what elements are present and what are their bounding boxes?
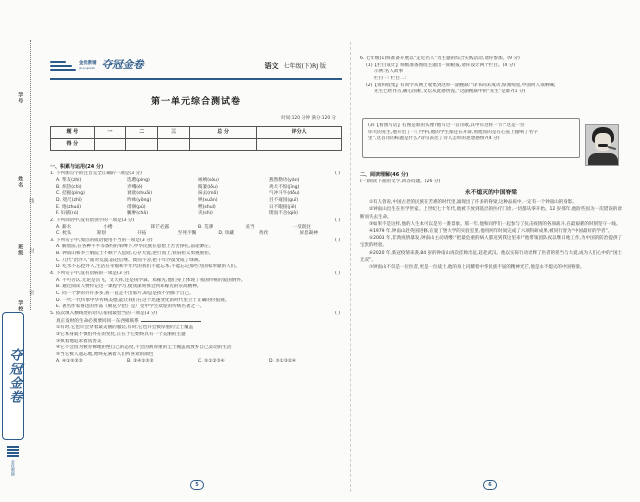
spine-brand-text: 夺冠金卷: [6, 348, 22, 404]
question-5-sentence: ⑤当它被人遗忘地,始终充满着人们所喜欢的颜色: [56, 351, 154, 357]
binding-label-name: 姓名: [17, 176, 24, 188]
publisher-name-pinyin: jinyoujiaofu: [79, 65, 96, 70]
question-6-answer-line[interactable]: 栏目一: 栏目二:: [374, 75, 407, 81]
question-6-stem: 6. 七年级(1)班准备开展以“走近名人”为主题的综合实践活动,请你参加。(9 分): [360, 56, 520, 61]
section-2: [360, 172, 622, 271]
score-table-cell: 总 分: [189, 127, 256, 139]
score-entry-cell[interactable]: [257, 139, 342, 151]
question-1-stem: 1. 下列加点字的注音完全正确的一项是(3 分) ( ): [50, 171, 340, 177]
section-1-title: 一、积累与运用(24 分): [50, 164, 104, 170]
question-6-item: (2)【资料收集】有同学从网上收集到这样一副挽联:“译书尚未成功,惊闻殒星,中国何人领呐喊;: [366, 82, 556, 88]
exam-meta: 时间:120 分钟 满分:120 分: [281, 116, 336, 121]
section-2-subtitle: (一)阅读下面的文字,回答问题。(26 分): [360, 179, 441, 185]
question-1-option-row: C. 拮据(pìng) 衰欲(shuāi) 抹去(mǒ) 气冲斗牛(dǒu): [56, 191, 300, 197]
brand-title: 夺冠金卷: [101, 59, 144, 72]
score-table-cell: 一: [94, 127, 126, 139]
portrait-image: [585, 124, 619, 166]
publisher-name: 金优教辅: [79, 61, 97, 67]
question-4-option: B. 通过阅读人物传记这一课程学习,使我深刻体会到邓稼先的崇高精神。: [56, 284, 202, 290]
question-3-option: D. 吃水不忘挖井人,生活在幸福和平年代的我们不能忘本,不能忘记那些为国家奉献的人们。: [56, 264, 240, 270]
score-table: [50, 126, 342, 151]
question-6-item: (1)【栏目设计】班级准备围绕主题出一期板报,请你设计两个栏目。(4 分): [366, 62, 516, 68]
score-table-cell: 题 号: [51, 127, 95, 139]
question-4-option: A. 不可否认,无论是岳飞、文天祥,还是钱学森、邓稼先,他们身上体现了我国传统的爱国情怀。: [56, 277, 246, 283]
question-4-option: C. 同一个梦的许许多多,我一直走不出那片,却总是找不到那个自己。: [56, 291, 194, 297]
question-3-stem: 3. 下列句子中,加点的成语使用不当的一项是(3 分) ( ): [50, 237, 340, 243]
top-stub-mark: · · · · · · · · · · · · · · · · ·: [190, 44, 238, 48]
question-1-option-row: F. 妇孺(rú) 臃肿(chǎ) 夹(shì) 锲而不舍(qiè): [56, 211, 298, 217]
question-4-option: D. 一代一代传承中华传统美德,能让我们在这个迅速变化的时代里立于正确的价值观。: [56, 297, 230, 303]
question-1-option-row: D. 咫尺(zhǐ) 吟咏(yǒng) 哄(xuān) 目不窥园(guī): [56, 197, 299, 203]
question-6-item: (3)【看图写话】右图是谁的头像?他写过一首诗歌,其中有这样一节:“这是一位: [368, 123, 525, 128]
question-5-sentence: ①有时,它也许会穿着最美丽的服装,有时,它也许会被厚重的尘土覆盖: [56, 325, 194, 331]
question-2-option-row: A. 薪水 小楼 锋芒必露 B. 荒谬 妥当 一反既往: [56, 224, 312, 230]
reading-paragraph: ①有人曾说,中国古老的民族在苦难的时代里,涌现出了许多的脊梁,这种品质中,一定有一个钟南山的身影。: [369, 200, 577, 206]
question-4-option: E. 著名作家鲁迅的作品《朝花夕拾》是广受中学生欢迎的传统名著之一。: [56, 304, 205, 310]
cut-mark-closed: 密: [28, 290, 35, 295]
question-6-example: 示例:名人故事: [374, 69, 404, 75]
question-5-stem: 5. 依次填入横线处的语句,衔接最恰当的一项是(3 分) ( ): [50, 311, 340, 317]
binding-margin: [0, 0, 46, 502]
question-5-choices: A. ④①⑤②③ B. ③④①⑤② C. ⑤①②③④ D. ⑤①③②④: [56, 358, 297, 364]
reading-paragraph: ⑦钟南山不仅是一位医者,更是一位战士,他的身上闪耀着中华民族不屈的精神光芒,他是永不熄灭的中国脊梁。: [369, 264, 585, 270]
reading-paragraph: ⑤2003 年,非典疫情暴发,钟南山主动请缨:“把最危重的病人都送到我这里来!”他带领团队夜以继日地工作,为中国的防治提供了宝贵的经验。: [360, 236, 622, 249]
section-2-title: 二、阅读理解(46 分): [360, 172, 409, 178]
spine-brand-label: [2, 312, 24, 440]
score-table-header-row: [51, 127, 342, 139]
grade-edition: 七年级(下)RJ 版: [283, 62, 326, 70]
exam-title: 第一单元综合测试卷: [150, 97, 241, 107]
question-2-stem: 2. 下列词语中,没有错别字的一项是(3 分) ( ): [50, 217, 340, 223]
question-6-item: 里”,这首诗的标题是什么?诗句表达了诗人怎样的思想感情?(4 分): [368, 136, 500, 142]
question-1-option-row: E. 炮(zhuó) 徘徊(pǔ) 嘿(shuǐ) 日不暇接(jiē): [56, 204, 297, 210]
question-6-item: 先生已经作古,痛心国难,文坛从此感彷徨。”这副挽联中的“先生”是谁?(1 分): [374, 89, 526, 95]
publisher-logo-icon: [50, 58, 76, 74]
question-3-option: C. 几代“治沙人”面对荒漠,前赴后继、锲而不舍,把千年沙漠变成了绿洲。: [56, 257, 204, 263]
score-table-cell: 评分人: [257, 127, 342, 139]
cut-mark-seal: 封: [28, 248, 35, 253]
question-2-option-row: C. 枕头 筹划 开拓 至死不懈 D. 珍藏 孜孜 屏息凝神: [56, 231, 318, 237]
page-number-left: 5: [190, 480, 204, 490]
reading-title: 永不熄灭的中国脊梁: [464, 189, 518, 196]
cut-mark-line: 线: [28, 198, 35, 203]
question-6-item: 伟大的先生,他开出了一门学科,他的学生都还在开辟,看他真的是在心弦上撞响了名字: [368, 129, 538, 135]
reading-paragraph: ③如果不是这样,他的人生本可以是另一番景象。那一年,他和同伴们一起参与了抗击疫情的各项战斗,在最艰难的时刻坚守一线。: [369, 221, 621, 227]
question-1-option-row: A. 挚友(zhì) 选聘(pìng) 咏唬(sòu) 燕然勒功(yàn): [56, 177, 300, 183]
score-entry-cell[interactable]: [189, 139, 256, 151]
section-1: [50, 164, 340, 365]
reading-paragraph: ②钟南山出生在医学世家。上世纪七十年代,他被下放到基层的医疗门诊,一切都从零开始。12 岁那年,他险些因为一次错误的诊断而失去生命。: [360, 207, 622, 220]
subject-name: 语文: [264, 61, 279, 70]
question-5-sentence: ④它不会因为被旁拂地拒绝自己的态度,不会因被厚重的尘土掩盖而放弃自己灵动的生活: [56, 345, 232, 351]
header-rule: [50, 78, 342, 80]
score-entry-cell[interactable]: [158, 139, 190, 151]
page-number-right: 6: [483, 480, 497, 490]
score-table-cell: 三: [158, 127, 190, 139]
binding-label-school: 学校: [17, 300, 24, 312]
publisher-logo: [50, 58, 97, 74]
score-table-cell: 得 分: [51, 139, 95, 151]
score-table-score-row: [51, 139, 342, 151]
question-1-option-row: B. 炽热(chì) 弄峨(é) 揽篓(lǒu) 鸡犬不惊(jīng): [56, 184, 300, 190]
question-5-sentence: ②它本身就不惧怕外在的变化,正在于它始终具有一个美丽的主题: [56, 332, 186, 337]
score-entry-cell[interactable]: [94, 139, 126, 151]
score-table-cell: 二: [126, 127, 158, 139]
page-divider: [350, 42, 351, 492]
question-6: [360, 56, 622, 96]
question-6-picture-box: [362, 118, 580, 158]
binding-cut-line: [30, 40, 31, 310]
question-3-option: B. 钟南山和李兰娟院士不顾个人危险,心存大爱,逆行而上,铁肩担义勇挑重担。: [56, 251, 214, 257]
question-5-quote: 真正发财的生命必须要同同一东西相联系: [50, 318, 340, 326]
logo-bars-icon: [7, 446, 19, 458]
score-entry-cell[interactable]: [126, 139, 158, 151]
spine-logo-text: 金优教辅: [10, 460, 16, 476]
question-3-option: A. 解放前,在各种不平等条约的束缚下,中华民族在思想上苦苦挣扎,前途渺茫。: [56, 244, 214, 250]
binding-label-student-id: 学号: [17, 92, 24, 104]
header-brand-row: [50, 56, 340, 76]
reading-paragraph: ④1979 年,钟南山赴英国进修,在爱丁堡大学的实验室里,他用两年时间完成了六项科研成果,被同行誉为“中国最好的学者”。: [369, 229, 613, 235]
reading-paragraph: ⑥2020 年,新冠疫情来袭,84 岁的钟南山再次挂帅出征,赶赴武汉。他以实际行动诠释了医者的担当与大爱,成为人们心中的“国士无双”。: [360, 250, 622, 263]
binding-label-class: 班级: [17, 244, 24, 256]
subject-tag: [264, 61, 326, 72]
question-5-sentence: ③执着地追求着真善美: [56, 338, 102, 344]
question-4-stem: 4. 下列句子中,没有语病的一项是(3 分) ( ): [50, 271, 340, 277]
spine-logo: [5, 446, 21, 476]
answer-blank[interactable]: [141, 318, 201, 322]
